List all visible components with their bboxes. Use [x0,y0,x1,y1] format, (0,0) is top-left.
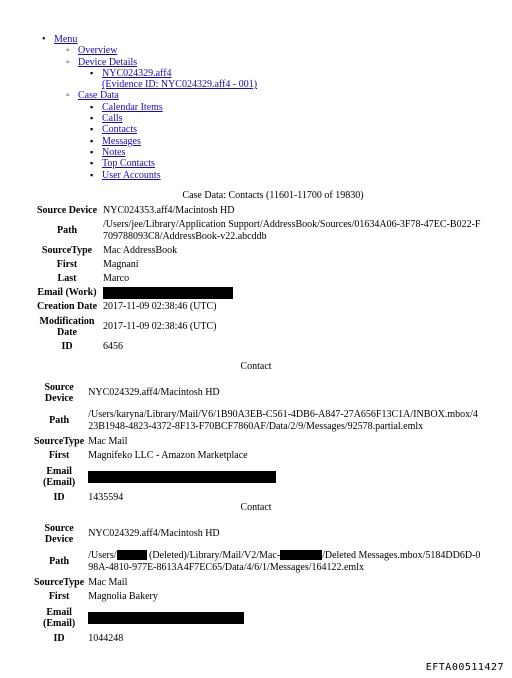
field-label-line-2: Device [44,533,74,545]
creation-date-value: 2017-11-09 02:38:46 (UTC) [103,300,217,312]
field-label-line-1: Source [44,522,74,534]
case-item-user-accounts[interactable]: User Accounts [102,169,161,181]
case-item-calls[interactable]: Calls [102,113,123,125]
case-item-contacts[interactable]: Contacts [102,124,137,136]
field-label: SourceType [34,576,85,588]
redaction-bar [88,471,276,483]
document-id: EFTA00511427 [425,662,504,673]
field-label [34,379,84,407]
overview-link[interactable]: Overview [78,45,118,57]
field-label-line-2: Device [44,392,74,404]
source-type-value: Mac Mail [88,576,128,588]
path-line-1: /Users/jee/Library/Application Support/AddressBook/Sources/01634A06-3F78-47EC-B022-F [103,218,481,230]
case-item-messages[interactable]: Messages [102,135,141,147]
contact-record-2 [0,361,512,506]
path-part-a: /Users/ [88,549,117,561]
field-label-line-1: Email [46,465,72,477]
field-label-line-2: Date [57,326,77,338]
source-device-value: NYC024329.aff4/Macintosh HD [88,527,220,539]
field-label: First [48,591,70,603]
path-line-2: 23B1948-4823-4372-8F13-F70BCF7860AF/Data/2/9/Messages/92578.partial.emlx [88,420,424,432]
path-line-1: /Users/karyna/Library/Mail/V6/1B90A3EB-C561-4DB6-A847-27A656F13C1A/INBOX.mbox/4 [88,408,478,420]
navigation-menu [42,34,257,181]
record-table [34,205,480,354]
field-label: Path [57,224,77,236]
path-line-2: 98A-4810-977E-8613A4F7EC65/Data/4/6/1/Messages/164122.emlx [88,561,364,573]
field-label: First [48,450,70,462]
field-label-line-1: Source [44,381,74,393]
modification-date-value: 2017-11-09 02:38:46 (UTC) [103,320,217,332]
menu-item [42,34,257,181]
case-item-top-contacts[interactable]: Top Contacts [102,158,155,170]
redaction-bar [88,612,244,624]
record-caption: Contact [240,502,272,513]
email-value [84,605,480,631]
field-label: Path [49,555,70,567]
menu-link[interactable]: Menu [54,34,78,45]
field-label: Source Device [36,205,98,217]
field-label: First [56,258,78,270]
field-label: ID [61,340,73,352]
path-line-2: 709788093C8/AddressBook-v22.abcddb [103,230,267,242]
record-caption: Contact [240,361,272,372]
field-label: ID [53,632,65,644]
first-value: Magnifeko LLC - Amazon Marketplace [88,450,248,462]
field-label: ID [53,491,65,503]
email-value [84,464,478,490]
field-label: Email (Work) [37,286,97,298]
path-value [84,407,478,435]
case-item-notes[interactable]: Notes [102,146,126,158]
path-value [84,548,480,576]
source-device-value: NYC024329.aff4/Macintosh HD [88,386,220,398]
field-label-line-2: (Email) [42,617,76,629]
source-device-value: NYC024353.aff4/Macintosh HD [103,205,235,217]
field-label [34,314,100,340]
field-label-line-1: Modification [39,315,95,327]
record-table [34,520,480,647]
field-label: Creation Date [36,300,98,312]
first-value: Magnolia Bakery [88,591,158,603]
field-label: SourceType [34,435,85,447]
field-label [34,605,84,631]
email-work-value [100,286,480,300]
id-value: 1435594 [88,491,124,503]
redaction-bar [103,287,233,299]
case-item-calendar-items[interactable]: Calendar Items [102,101,163,113]
device-details-link[interactable]: Device Details [78,56,138,68]
record-table [34,379,478,506]
path-part-b: (Deleted)/Library/Mail/V2/Mac- [146,549,281,561]
field-label: Path [49,414,70,426]
contact-record-1 [0,190,512,354]
field-label: SourceType [41,244,93,256]
device-file-label: NYC024329.aff4 [102,67,172,79]
field-label [34,520,84,548]
path-part-c: /Deleted Messages.mbox/5184DD6D-0 [322,549,481,561]
last-value: Marco [103,272,130,284]
field-label-line-2: (Email) [42,476,76,488]
field-label-line-1: Email [46,606,72,618]
id-value: 1044248 [88,632,124,644]
case-data-link[interactable]: Case Data [78,90,119,102]
path-value [100,218,480,244]
device-file-link[interactable] [102,68,257,90]
field-label: Last [57,272,77,284]
source-type-value: Mac Mail [88,435,128,447]
first-value: Magnani [103,258,139,270]
redaction-bar [117,550,147,560]
record-caption: Case Data: Contacts (11601-11700 of 19830) [182,190,364,201]
redaction-bar [280,550,322,560]
contact-record-3 [0,502,512,647]
field-label [34,464,84,490]
source-type-value: Mac AddressBook [103,244,178,256]
evidence-id-label: (Evidence ID: NYC024329.aff4 - 001) [102,79,258,91]
id-value: 6456 [103,340,123,352]
